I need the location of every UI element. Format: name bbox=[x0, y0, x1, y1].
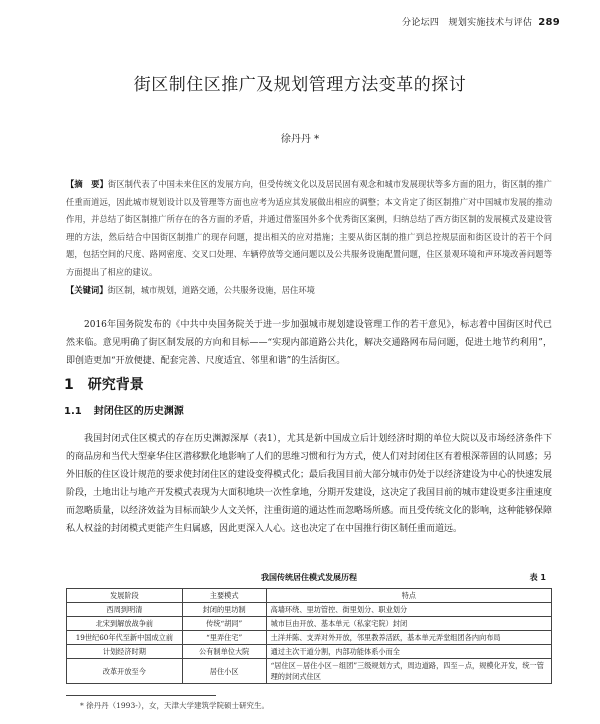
table-cell: “里弄住宅” bbox=[182, 631, 266, 645]
table-row bbox=[67, 603, 552, 617]
table-cell: 改革开放至今 bbox=[67, 659, 183, 684]
table-header-cell: 发展阶段 bbox=[67, 589, 183, 603]
table-cell: 计划经济时期 bbox=[67, 645, 183, 659]
keywords-block bbox=[66, 282, 552, 298]
intro-paragraph: 2016年国务院发布的《中共中央国务院关于进一步加强城市规划建设管理工作的若干意见》，标志着中国街区时代已然来临。意见明确了街区制发展的方向和目标——“实现内部道路公共化，解决交通路网布局问题，促进土地节约利用”，即创造更加“开放便捷、配套完善、尺度适宜、邻里和谐”的生活街区。 bbox=[66, 320, 552, 366]
section-heading-1 bbox=[64, 374, 144, 394]
table-cell: 传统“胡同” bbox=[182, 617, 266, 631]
table-cell: 公有制单位大院 bbox=[182, 645, 266, 659]
table-cell: 北宋到解放战争前 bbox=[67, 617, 183, 631]
abstract-label: 【摘 要】 bbox=[66, 179, 108, 189]
table-cell: 封闭的里坊制 bbox=[182, 603, 266, 617]
keywords-label: 【关键词】 bbox=[66, 285, 108, 295]
table-cell: 19世纪60年代至新中国成立前 bbox=[67, 631, 183, 645]
table-cell: 城市巨由开放、基本单元（私家宅院）封闭 bbox=[266, 617, 551, 631]
table-cell: 通过主次干道分割，内部功能体系小而全 bbox=[266, 645, 551, 659]
table-row bbox=[67, 617, 552, 631]
history-table bbox=[66, 588, 552, 684]
table-cell: 西周到明清 bbox=[67, 603, 183, 617]
table-cell: “居住区－居住小区－组团”三级规划方式，周边道路，四至－点，规模化开发，统一管理的封闭式住区 bbox=[266, 659, 551, 684]
abstract-block bbox=[66, 176, 552, 281]
abstract-text: 街区制代表了中国未来住区的发展方向，但受传统文化以及居民固有观念和城市发展现状等多方面的阻力，街区制的推广任重而道远，因此城市规划设计以及管理等方面也应考为适应其发展做出相应的调整；本文肯定了街区制推广对中国城市发展的推动作用，并总结了街区制推广所存在的各方面的矛盾，并通过借鉴国外多个优秀街区案例，归纳总结了西方街区制的发展模式及建设管理的方法，然后结合中国街区制推广的现存问题，提出相关的应对措施；主要从街区制的推广到总控规层面和街区设计的若干个问题，包括空间的尺度、路网密度、交叉口处理、车辆停放等交通问题以及公共服务设施配置问题，住区景观环境和声环境改善问题等方面提出了相应的建议。 bbox=[66, 179, 552, 277]
table-header-row bbox=[67, 589, 552, 603]
footnote-divider bbox=[66, 695, 216, 696]
table-row bbox=[67, 631, 552, 645]
subsection-heading-1-1 bbox=[64, 402, 184, 417]
running-header bbox=[402, 15, 560, 28]
subsection-title: 封闭住区的历史渊源 bbox=[93, 406, 184, 417]
author-name: 徐丹丹 * bbox=[280, 134, 320, 145]
page-number: 289 bbox=[538, 17, 560, 28]
body-paragraph: 我国封闭式住区模式的存在历史渊源深厚（表1），尤其是新中国成立后计划经济时期的单位大院以及市场经济条件下的商品房和当代大型豪华住区潜移默化地影响了人们的思维习惯和行为方式，使人们对封闭住区有着根深蒂固的认同感；另外旧版的住区设计规范的要求使封闭住区的建设变得模式化；最后我国目前大部分城市仍处于以经济建设为中心的快速发展阶段，土地出让与地产开发模式表现为大面积地块一次性拿地，分期开发建设，这决定了我国目前的城市建设更多注重速度而忽略质量，以经济效益为目标而缺少人文关怀，注重街道的通达性而忽略场所感。而且受传统文化的影响，这种能够保障私人权益的封闭模式更能产生归属感，因此更深入人心。这也决定了在中国推行街区制任重而道远。 bbox=[66, 434, 553, 534]
table-header-cell: 特点 bbox=[266, 589, 551, 603]
table-header-cell: 主要模式 bbox=[182, 589, 266, 603]
header-section: 分论坛四 规划实施技术与评估 bbox=[402, 18, 533, 28]
table-title: 我国传统居住模式发展历程 bbox=[261, 573, 357, 582]
paper-title: 街区制住区推广及规划管理方法变革的探讨 bbox=[133, 75, 467, 95]
table-row bbox=[67, 659, 552, 684]
author-footnote: * 徐丹丹（1993-），女，天津大学建筑学院硕士研究生。 bbox=[80, 701, 270, 710]
subsection-number: 1.1 bbox=[64, 406, 82, 417]
table-cell: 居住小区 bbox=[182, 659, 266, 684]
table-cell: 土洋并陈、支弄对外开放，邻里教养活跃，基本单元弄堂组团各内向布局 bbox=[266, 631, 551, 645]
section-title: 研究背景 bbox=[87, 377, 144, 393]
table-number: 表 1 bbox=[529, 573, 546, 582]
keywords-text: 街区制，城市规划，道路交通，公共服务设施，居住环境 bbox=[107, 285, 315, 295]
section-number: 1 bbox=[64, 377, 74, 393]
table-row bbox=[67, 645, 552, 659]
table-cell: 高墙环绕、里坊管控、街里划分、职业划分 bbox=[266, 603, 551, 617]
